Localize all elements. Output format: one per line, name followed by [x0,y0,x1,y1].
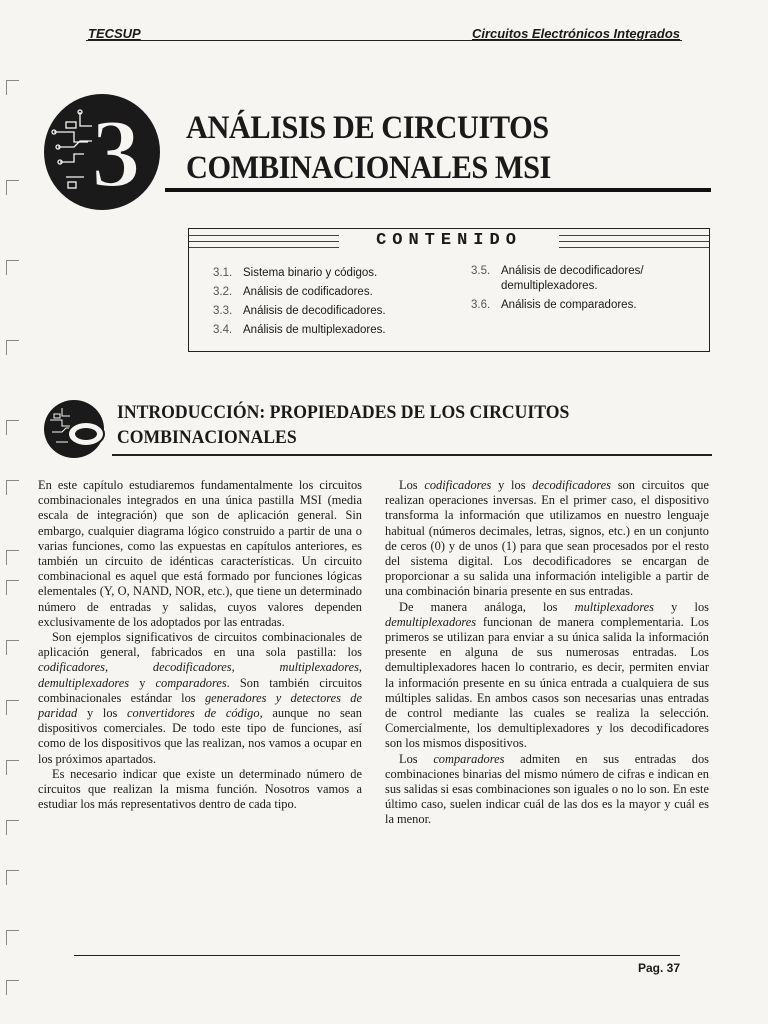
paragraph: Son ejemplos significativos de circuitos combinacionales de aplicación general, fabricados en una sola pastilla: los codificadores, decodificadores, multiplexadores, demultiplexadores y comparadores. Son también circuitos combinacionales estándar los generadores y detectores de paridad y los convertidores de código, aunque no sean dispositivos comerciales. De todo este tipo de funciones, así como de los dispositivos que las realizan, nos vamos a ocupar en los próximos apartados. [38,630,362,766]
paragraph: Los comparadores admiten en sus entradas dos combinaciones binarias del mismo número de cifras e indican en sus salidas si esas combinaciones son iguales o no lo son. En este último caso, suelen indicar cuál de las dos es la mayor y cuál es la menor. [385,751,709,827]
toc-item[interactable]: 3.5. Análisis de decodificadores/ demultiplexadores. [471,265,644,292]
page-number: Pag. 37 [637,961,680,975]
paragraph: Es necesario indicar que existe un determinado número de circuitos que realizan la misma función. Nosotros vamos a estudiar los más representativos dentro de cada tipo. [38,766,362,812]
chapter-title-line2: COMBINACIONALES MSI [186,150,551,186]
section-title [117,400,638,450]
body-column-left [38,478,362,812]
toc-item[interactable]: 3.3. Análisis de decodificadores. [213,305,386,317]
toc-item[interactable]: 3.6. Análisis de comparadores. [471,299,637,311]
chapter-title-line1: ANÁLISIS DE CIRCUITOS [186,110,549,146]
paragraph: Los codificadores y los decodificadores son circuitos que realizan operaciones inversas. En el primer caso, el dispositivo transforma la información que utilizamos en nuestro lenguaje habitual (números decimales, letras, signos, etc.) en un conjunto de ceros (0) y de unos (1) para que sean procesados por el resto del sistema digital. Los decodificadores se encargan de proporcionar a su salida una información inteligible a partir de una combinación binaria presente en sus entradas. [385,478,710,599]
toc-item[interactable]: 3.1. Sistema binario y códigos. [213,267,378,279]
toc-item[interactable]: 3.4. Análisis de multiplexadores. [213,324,386,336]
contents-title: CONTENIDO [339,231,559,250]
contents-band [189,229,709,253]
section-title-line1: INTRODUCCIÓN: PROPIEDADES DE LOS CIRCUITOS [117,402,570,423]
section-title-line2: COMBINACIONALES [117,427,297,448]
chapter-title-rule [165,188,711,192]
running-header-left: TECSUP [88,26,141,41]
contents-box [188,228,710,352]
contents-list-right [471,264,703,313]
section-rule [112,454,712,456]
chapter-emblem-icon [40,92,162,212]
running-header-right: Circuitos Electrónicos Integrados [471,26,680,41]
chapter-title [186,108,664,188]
contents-list-left [213,264,463,340]
section-emblem-icon [40,398,112,460]
footer-rule [74,955,680,956]
toc-item[interactable]: 3.2. Análisis de codificadores. [213,286,373,298]
paragraph: De manera análoga, los multiplexadores y los demultiplexadores funcionan de manera complementaria. Los primeros se utilizan para enviar a su única salida la información presente en alguna de sus numerosas entradas. Los demultiplexadores hacen lo contrario, es decir, permiten enviar la información presente en su única entrada a cualquiera de sus múltiples salidas. En ambos casos son necesarias unas entradas de control mediante las cuales se realiza la selección. Comercialmente, los demultiplexadores y los decodificadores son los mismos dispositivos. [385,599,709,751]
chapter-number: 3 [91,100,141,208]
binder-holes [6,80,20,1010]
body-column-right [385,478,709,828]
header-rule [86,40,682,41]
paragraph: En este capítulo estudiaremos fundamentalmente los circuitos combinacionales integrados en una única pastilla MSI (media escala de integración) que son de aplicación general. Sin embargo, cualquier diagrama lógico construido a partir de una o varias funciones, como las expuestas en capítulos anteriores, es también un circuito de idénticas características. Un circuito combinacional es aquel que está formado por funciones lógicas elementales (Y, O, NAND, NOR, etc.), que tiene un determinado número de entradas y salidas, cuyos valores dependen exclusivamente de los adoptados por las entradas. [38,478,362,629]
